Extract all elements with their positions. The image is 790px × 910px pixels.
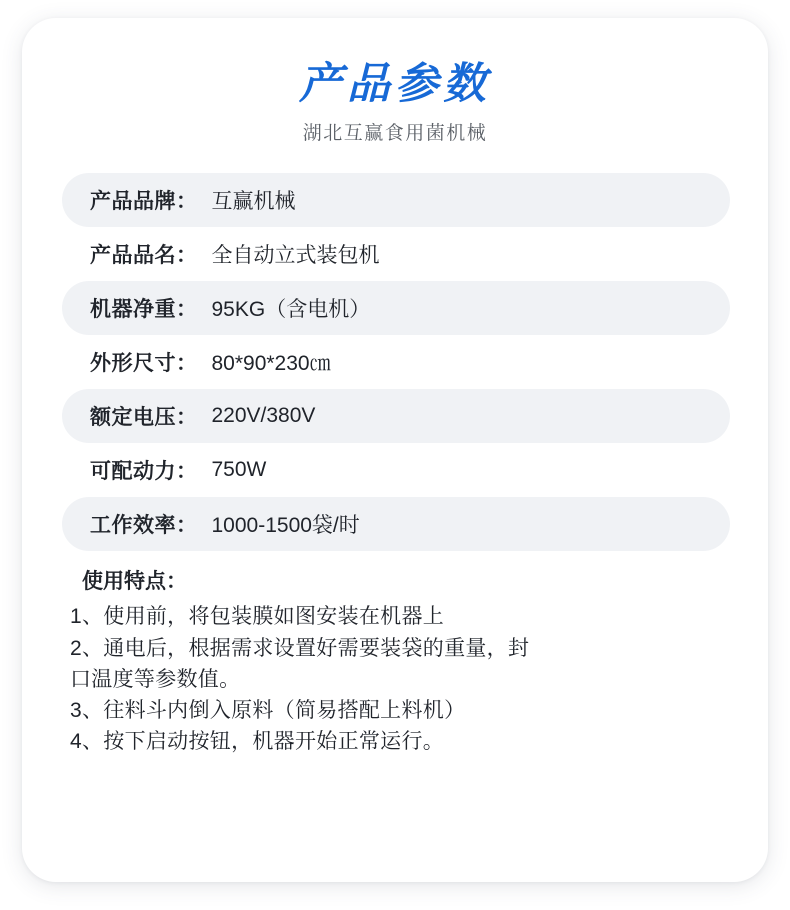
spec-label: 额定电压： [90,406,198,430]
spec-value: 750W [211,458,267,482]
spec-row-brand [62,173,730,227]
spec-value: 95KG（含电机） [211,298,371,322]
features-title: 使用特点： [82,570,187,594]
spec-value: 1000-1500袋/时 [211,514,360,538]
feature-line: 4、按下启动按钮，机器开始正常运行。 [70,729,445,753]
spec-value: 全自动立式装包机 [211,244,380,268]
spec-label: 工作效率： [90,514,198,538]
page-title: 产品参数 [299,59,491,109]
spec-label: 外形尺寸： [90,352,198,376]
spec-row-efficiency [62,497,730,551]
spec-label: 产品品名： [90,244,198,268]
page-subtitle: 湖北互赢食用菌机械 [302,123,488,145]
header-block [22,60,768,145]
spec-label: 可配动力： [90,460,198,484]
spec-row-product-name [62,227,730,281]
spec-value: 80*90*230㎝ [211,352,331,376]
spec-label: 机器净重： [90,298,198,322]
spec-list [22,173,768,551]
spec-row-voltage [62,389,730,443]
feature-line: 口温度等参数值。 [70,667,241,691]
feature-line: 2、通电后，根据需求设置好需要装袋的重量，封 [70,636,530,660]
features-block [22,565,768,756]
feature-line: 3、往料斗内倒入原料（简易搭配上料机） [70,698,466,722]
spec-row-dimensions [62,335,730,389]
spec-value: 220V/380V [211,404,316,428]
spec-row-net-weight [62,281,730,335]
spec-row-power [62,443,730,497]
spec-label: 产品品牌： [90,190,198,214]
spec-card [22,18,768,882]
spec-value: 互赢机械 [211,190,296,214]
feature-line: 1、使用前，将包装膜如图安装在机器上 [70,605,445,629]
